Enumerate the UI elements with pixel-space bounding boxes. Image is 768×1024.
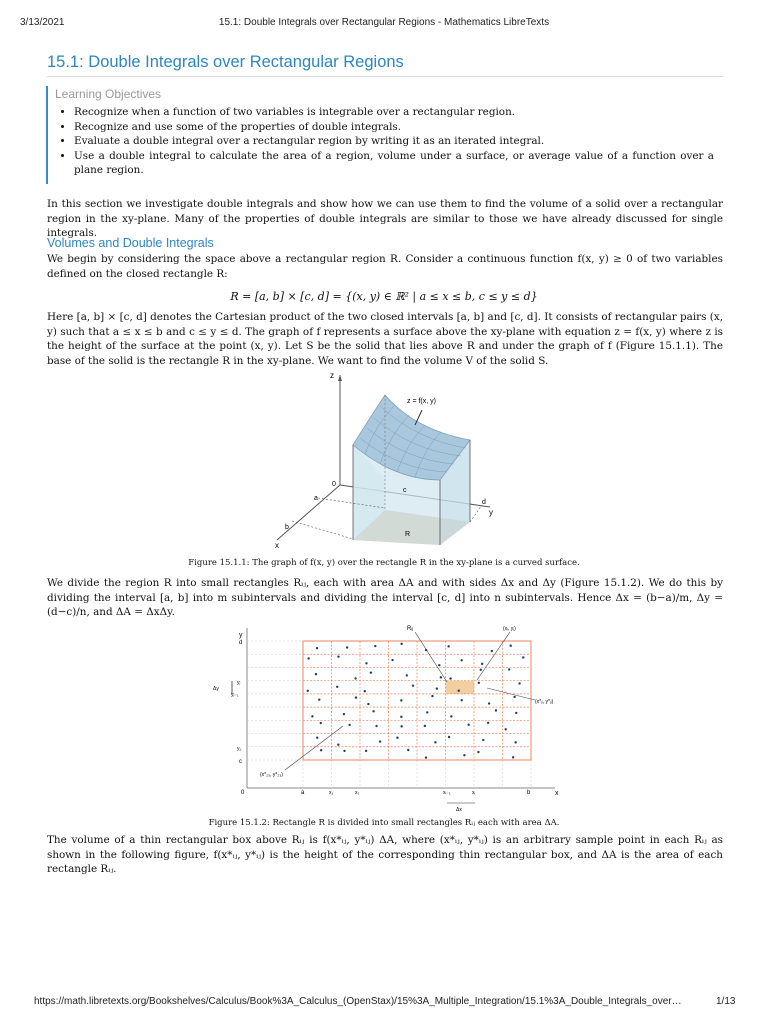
pointer-arrow	[415, 632, 447, 682]
sample-point	[391, 659, 393, 661]
Rij-label: Rᵢⱼ	[407, 626, 414, 632]
figure-1-caption: Figure 15.1.1: The graph of f(x, y) over the rectangle R in the xy-plane is a curved surface.	[188, 558, 580, 568]
origin-label: 0	[332, 481, 336, 488]
paragraph-2: Here [a, b] × [c, d] denotes the Cartesian product of the two closed intervals [a, b] and [c, d]. It consists of rectangular pairs (x, y) such that a ≤ x ≤ b and c ≤ y ≤ d. The graph of f represents a surface above the xy-plane with equation z = f(x, y) where z is the height of the surface at the point (x, y). Let S be the solid that lies above R and under the graph of f (Figure 15.1.1). The base of the solid is the rectangle R in the xy-plane. We want to find the volume V of the solid S.	[47, 311, 723, 367]
sample-point	[348, 724, 350, 726]
sample-point	[458, 690, 460, 692]
z-axis-label: z	[330, 371, 334, 380]
sample-point	[370, 671, 372, 673]
pointer-arrow	[477, 632, 510, 680]
sample-point	[518, 682, 520, 684]
sample-point	[508, 668, 510, 670]
paragraph-4: The volume of a thin rectangular box above Rᵢⱼ is f(x*ᵢⱼ, y*ᵢⱼ) ΔA, where (x*ᵢⱼ, y*ᵢⱼ) is an arbitrary sample point in each Rᵢⱼ as shown in the following figure, f(x*ᵢⱼ, y*ᵢⱼ) is the height of the corresponding thin rectangular box, and ΔA is the area of each rectangle Rᵢⱼ.	[47, 834, 723, 875]
sample-point	[425, 756, 427, 758]
sample-point	[482, 739, 484, 741]
print-title: 15.1: Double Integrals over Rectangular Regions - Mathematics LibreTexts	[218, 17, 550, 28]
sample-point	[450, 715, 452, 717]
sample-point	[460, 659, 462, 661]
sample-point	[438, 664, 440, 666]
paragraph-3: We divide the region R into small rectangles Rᵢⱼ, each with area ΔA and with sides Δx and Δy (Figure 15.1.2). We do this by dividing the interval [a, b] into m subintervals and dividing the interval [c, d] into n subintervals. Hence Δx = (b−a)/m, Δy = (d−c)/n, and ΔA = ΔxΔy.	[47, 577, 723, 618]
sample-point	[513, 696, 515, 698]
paragraph-1: We begin by considering the space above a rectangular region R. Consider a continuous function f(x, y) ≥ 0 of two variables defined on the closed rectangle R:	[47, 253, 723, 280]
sample-point	[491, 650, 493, 652]
page-title: 15.1: Double Integrals over Rectangular Regions	[47, 53, 404, 71]
figure-2-partitioned-rectangle	[213, 620, 570, 815]
sample-point	[336, 686, 338, 688]
sample-point	[412, 684, 414, 686]
sample-point	[343, 713, 345, 715]
highlighted-subrectangle	[446, 681, 475, 694]
sample-point	[307, 657, 309, 659]
sample-point	[477, 751, 479, 753]
footer-url: https://math.libretexts.org/Bookshelves/Calculus/Book%3A_Calculus_(OpenStax)/15%3A_Multiple_Integration/15.1%3A_Double_Integrals_over…	[34, 996, 682, 1007]
sample-point	[440, 676, 442, 678]
sample-point	[406, 674, 408, 676]
sample-point	[396, 737, 398, 739]
learning-objectives-title: Learning Objectives	[55, 87, 162, 101]
rectangle-equation: R = [a, b] × [c, d] = {(x, y) ∈ ℝ² | a ≤ x ≤ b, c ≤ y ≤ d}	[230, 290, 538, 303]
print-date: 3/13/2021	[20, 17, 65, 28]
yj-1-label: yⱼ₋₁	[231, 692, 239, 698]
sample-point	[504, 728, 506, 730]
sample-point	[354, 677, 356, 679]
y1-label: y₁	[237, 746, 242, 752]
sample-point	[343, 750, 345, 752]
sample-point	[307, 690, 309, 692]
sample-point	[426, 711, 428, 713]
sample-point	[447, 645, 449, 647]
xi-1-label: xᵢ₋₁	[443, 790, 451, 796]
sample-point	[481, 663, 483, 665]
objective-item: • Recognize and use some of the properties of double integrals.	[74, 120, 714, 135]
x2-label: x₂	[355, 790, 360, 796]
sample-point	[355, 696, 357, 698]
dy-label: Δy	[213, 686, 219, 692]
b-label: b	[285, 524, 289, 531]
sample-point	[449, 677, 451, 679]
objectives-list	[48, 105, 714, 178]
d-label: d	[482, 499, 486, 506]
sample-point	[316, 647, 318, 649]
sample-point	[365, 662, 367, 664]
sample-point	[436, 687, 438, 689]
sample-point	[365, 750, 367, 752]
a-label: a	[314, 495, 318, 502]
origin-label: 0	[241, 790, 245, 796]
sample-point	[478, 682, 480, 684]
sample-point	[400, 699, 402, 701]
dx-label: Δx	[456, 807, 462, 813]
c-label: c	[403, 487, 407, 494]
sample-point	[400, 725, 402, 727]
sample-point	[431, 695, 433, 697]
sample-point	[316, 737, 318, 739]
surface-label: z = f(x, y)	[407, 398, 436, 405]
sample-point	[374, 645, 376, 647]
sample-point	[512, 756, 514, 758]
sample-point-label: (x*ᵢⱼ, y*ᵢⱼ)	[535, 699, 554, 705]
pointer-arrow	[285, 726, 343, 770]
objective-item: • Use a double integral to calculate the area of a region, volume under a surface, or average value of a function over a plane region.	[74, 149, 714, 178]
region-R-label: R	[405, 531, 411, 538]
sample-point	[379, 740, 381, 742]
sample-point	[522, 656, 524, 658]
sample-point	[463, 754, 465, 756]
sample-point	[480, 669, 482, 671]
sample-point	[515, 712, 517, 714]
section-heading: Volumes and Double Integrals	[47, 236, 214, 250]
sample-point	[372, 710, 374, 712]
xi-label: xᵢ	[472, 790, 476, 796]
sample-point	[346, 646, 348, 648]
sample-point	[375, 725, 377, 727]
objective-item: • Recognize when a function of two variables is integrable over a rectangular region.	[74, 105, 714, 120]
sample-point	[337, 743, 339, 745]
sample-point	[487, 722, 489, 724]
sample-point	[320, 749, 322, 751]
sample-point	[315, 673, 317, 675]
x-axis-label: x	[275, 541, 279, 550]
sample-point	[467, 724, 469, 726]
sample-point	[337, 655, 339, 657]
a-label: a	[301, 790, 305, 796]
figure-2-caption: Figure 15.1.2: Rectangle R is divided into small rectangles Rᵢⱼ each with area ΔA.	[208, 818, 560, 828]
sample-point	[434, 741, 436, 743]
sample-point	[364, 690, 366, 692]
objective-item: • Evaluate a double integral over a rectangular region by writing it as an iterated integral.	[74, 134, 714, 149]
yj-label: yⱼ	[237, 680, 241, 686]
learning-objectives	[46, 86, 724, 184]
sample-point	[495, 709, 497, 711]
y-axis-label: y	[489, 508, 493, 517]
sample-point	[318, 698, 320, 700]
sample-point	[311, 715, 313, 717]
sample-point	[424, 725, 426, 727]
sample-23-label: (x*₂₃, y*₂₃)	[260, 772, 283, 778]
d-label: d	[239, 640, 243, 646]
sample-point	[400, 716, 402, 718]
sample-point	[320, 722, 322, 724]
sample-point	[400, 643, 402, 645]
x-axis-label: x	[555, 790, 559, 797]
sample-point	[367, 703, 369, 705]
footer-page-number: 1/13	[716, 996, 736, 1007]
intro-paragraph: In this section we investigate double integrals and show how we can use them to find the volume of a solid over a rectangular region in the xy-plane. Many of the properties of double integrals are similar to those we have already discussed for single integrals.	[47, 198, 723, 239]
sample-point	[407, 749, 409, 751]
sample-point	[461, 699, 463, 701]
sample-point	[488, 702, 490, 704]
title-divider	[47, 76, 723, 77]
figure-1-solid-under-surface	[225, 370, 515, 550]
b-label: b	[527, 790, 531, 796]
c-label: c	[239, 759, 242, 765]
sample-point	[509, 645, 511, 647]
x1-label: x₁	[329, 790, 334, 796]
sample-point	[514, 741, 516, 743]
corner-point-label: (xᵢ, yⱼ)	[503, 626, 516, 632]
sample-point	[448, 736, 450, 738]
y-axis-label: y	[239, 632, 243, 639]
